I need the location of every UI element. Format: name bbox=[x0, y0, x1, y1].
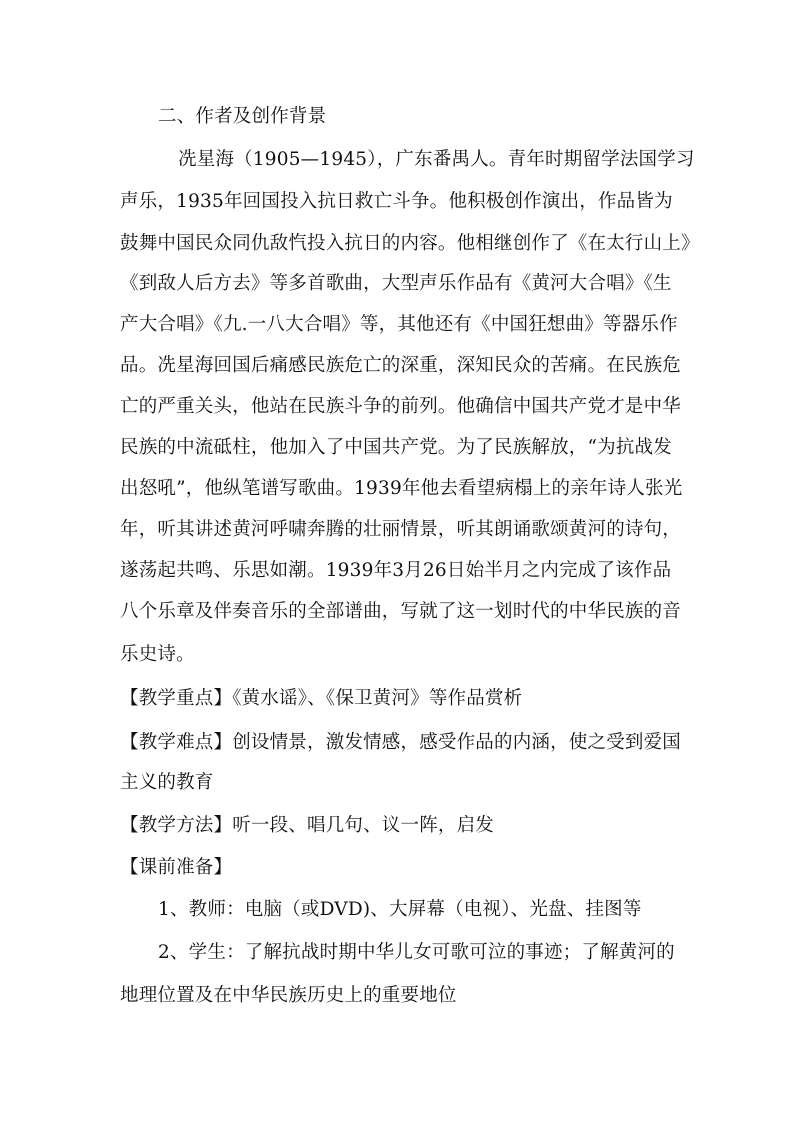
bio-line-9: 出怒吼”，他纵笔谱写歌曲。1939年他去看望病榻上的亲年诗人张光 bbox=[120, 478, 683, 499]
bio-line-7: 亡的严重关头，他站在民族斗争的前列。他确信中国共产党才是中华 bbox=[120, 396, 682, 417]
prep-student-line-2: 地理位置及在中华民族历史上的重要地位 bbox=[120, 985, 457, 1006]
bio-line-13: 乐史诗。 bbox=[120, 644, 195, 665]
bio-line-11: 遂荡起共鸣、乐思如潮。1939年3月26日始半月之内完成了该作品 bbox=[120, 560, 672, 581]
bio-line-3: 鼓舞中国民众同仇敌忾投入抗日的内容。他相继创作了《在太行山上》 bbox=[120, 233, 700, 254]
section-heading: 二、作者及创作背景 bbox=[158, 106, 327, 127]
prep-student-line-1: 2、学生：了解抗战时期中华儿女可歌可泣的事迹；了解黄河的 bbox=[158, 942, 675, 963]
bio-line-6: 品。冼星海回国后痛感民族危亡的深重，深知民众的苦痛。在民族危 bbox=[120, 355, 682, 376]
bio-line-1: 冼星海（1905—1945），广东番禺人。青年时期留学法国学习 bbox=[178, 149, 695, 170]
teaching-difficulty-line-1: 【教学难点】创设情景，激发情感，感受作品的内涵，使之受到爱国 bbox=[120, 732, 682, 753]
bio-line-8: 民族的中流砥柱，他加入了中国共产党。为了民族解放，“为抗战发 bbox=[120, 437, 672, 458]
prep-heading: 【课前准备】 bbox=[120, 857, 233, 878]
bio-line-10: 年，听其讲述黄河呼啸奔腾的壮丽情景，听其朗诵歌颂黄河的诗句， bbox=[120, 519, 682, 540]
teaching-method: 【教学方法】听一段、唱几句、议一阵，启发 bbox=[120, 815, 495, 836]
bio-line-12: 八个乐章及伴奏音乐的全部谱曲，写就了这一划时代的中华民族的音 bbox=[120, 601, 682, 622]
teaching-difficulty-line-2: 主义的教育 bbox=[120, 772, 214, 793]
teaching-key-points: 【教学重点】《黄水谣》、《保卫黄河》等作品赏析 bbox=[120, 688, 523, 709]
bio-line-4: 《到敌人后方去》等多首歌曲，大型声乐作品有《黄河大合唱》《生 bbox=[120, 273, 672, 294]
bio-line-2: 声乐，1935年回国投入抗日救亡斗争。他积极创作演出，作品皆为 bbox=[120, 191, 673, 212]
prep-teacher: 1、教师：电脑（或DVD)、大屏幕（电视）、光盘、挂图等 bbox=[158, 899, 642, 920]
bio-line-5: 产大合唱》《九.一八大合唱》等，其他还有《中国狂想曲》等器乐作 bbox=[120, 314, 678, 335]
